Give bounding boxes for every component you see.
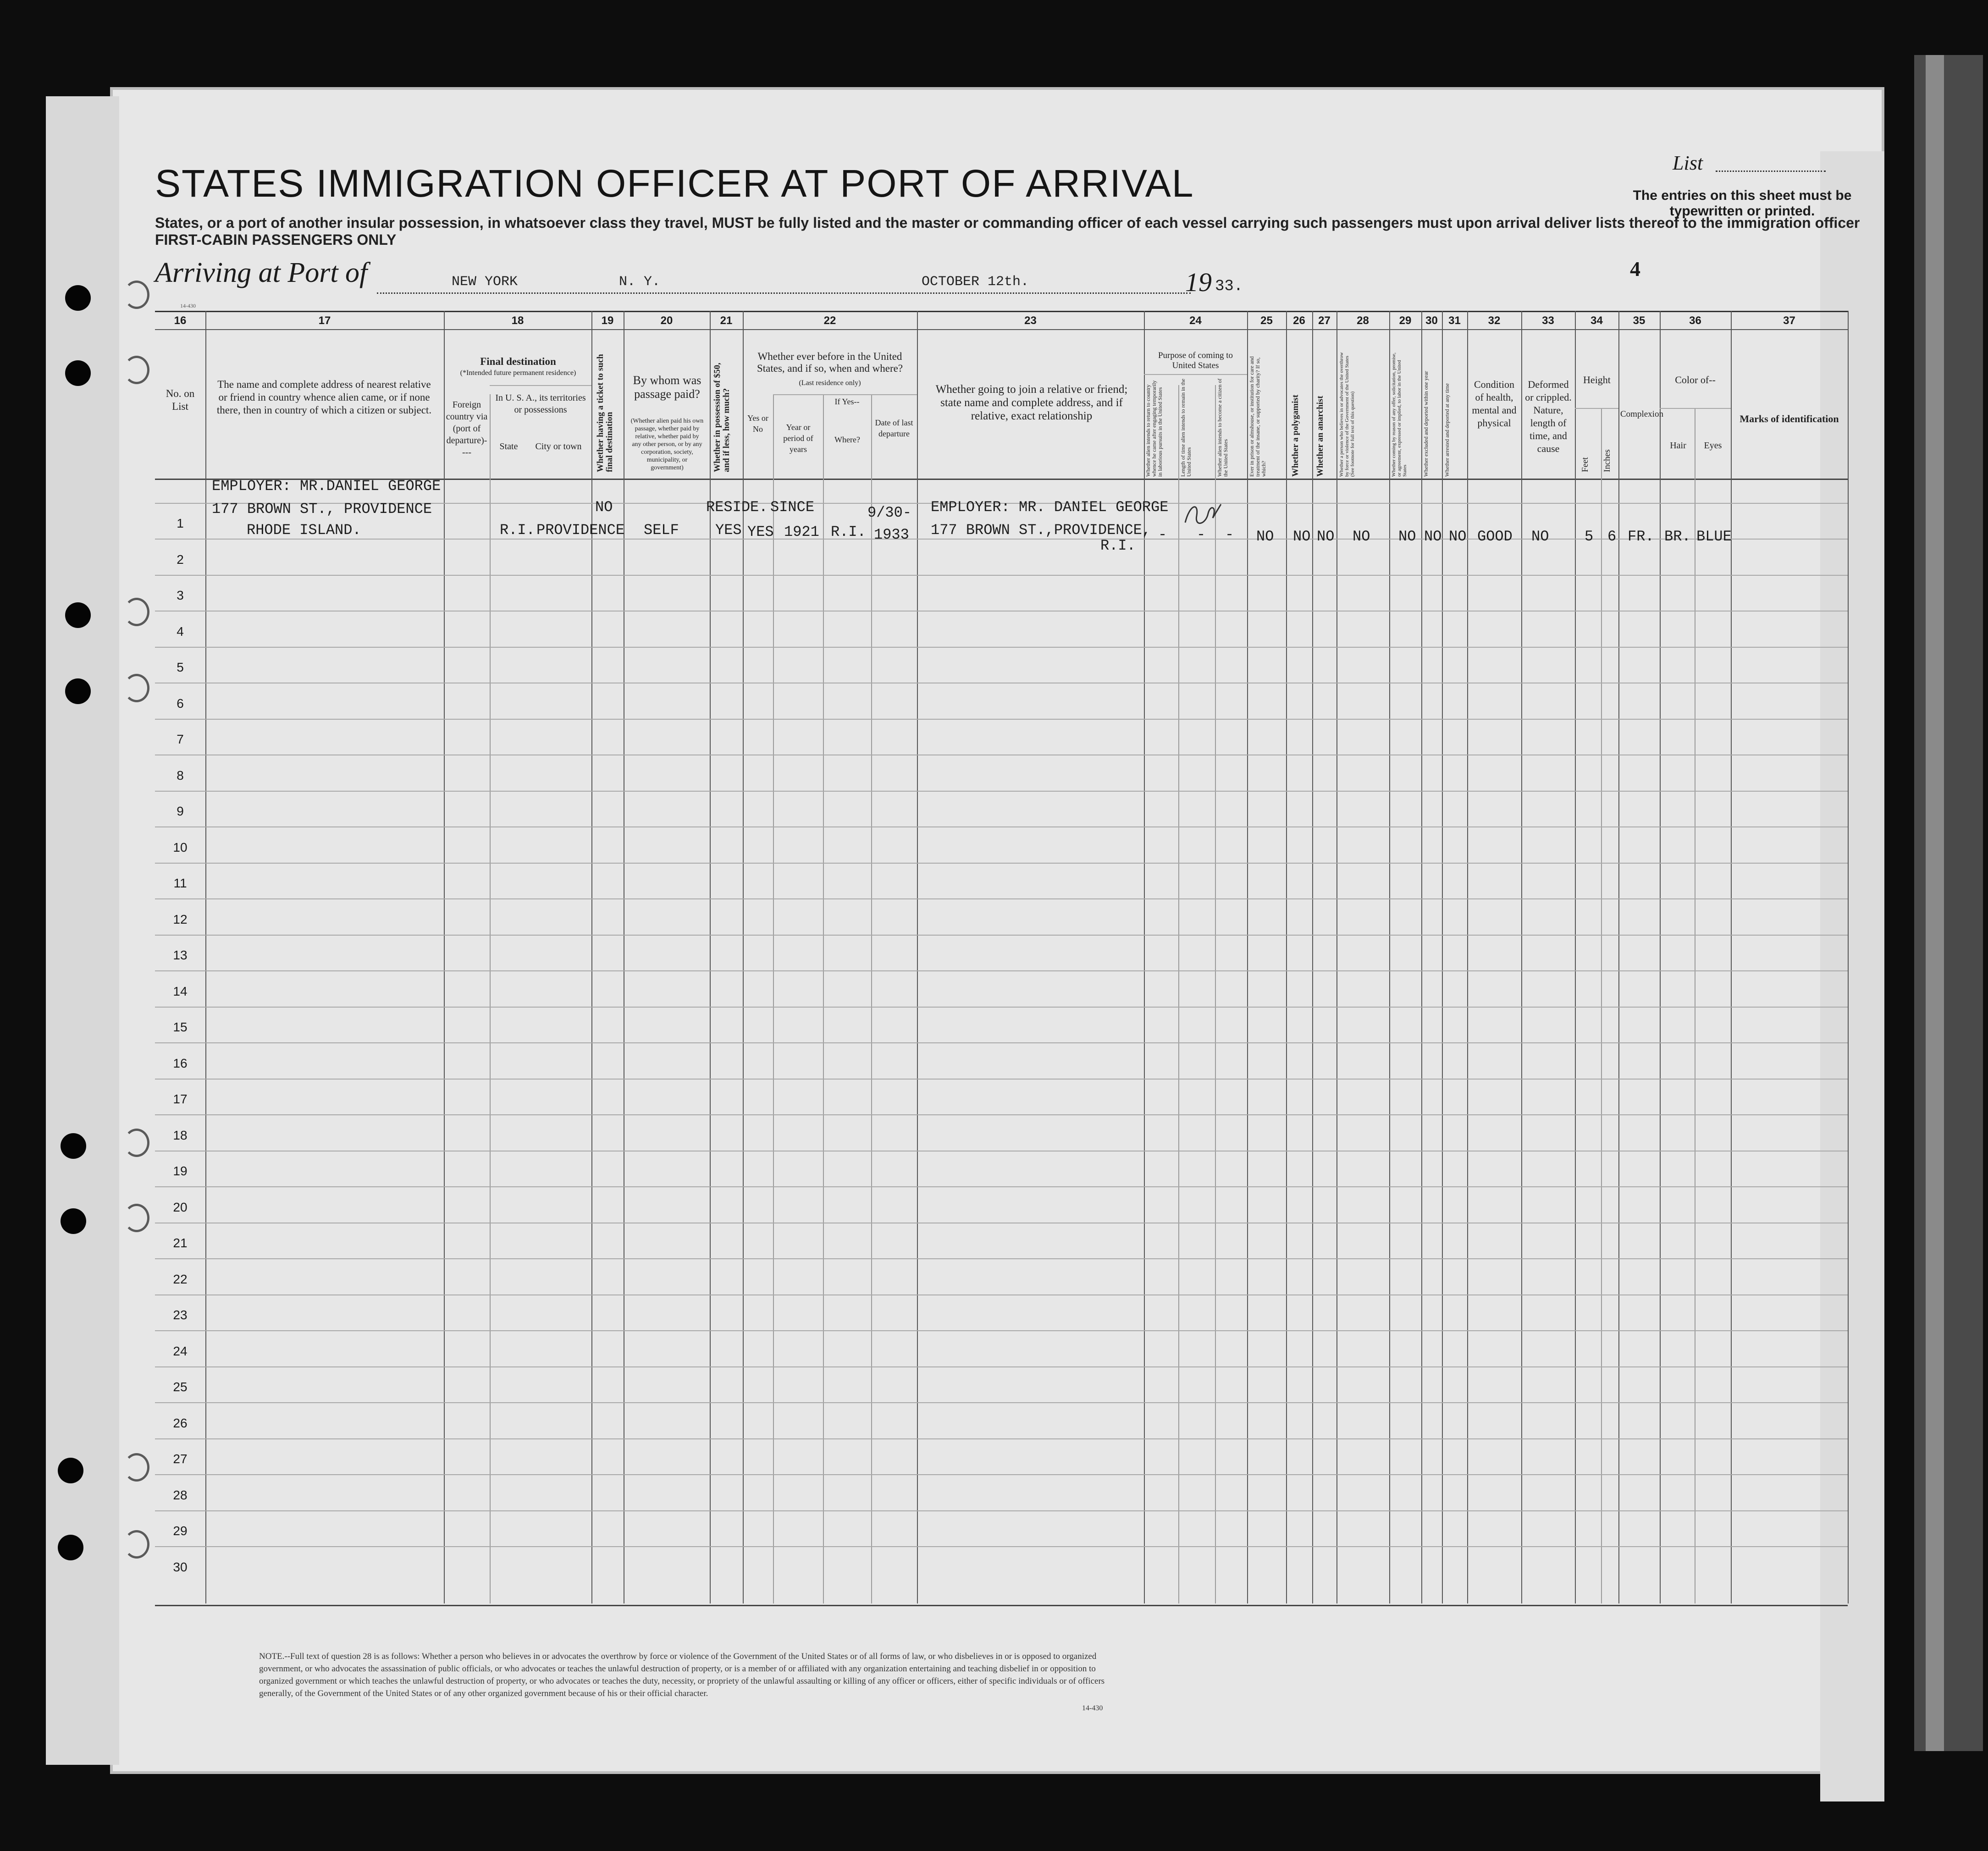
binder-hole: [65, 602, 91, 628]
row-number: 4: [177, 624, 184, 639]
column-divider: [1215, 385, 1216, 1603]
binder-hole: [65, 360, 91, 386]
row-number: 30: [173, 1559, 188, 1574]
handwritten-scribble: [1181, 495, 1222, 532]
purpose-citizen-value: -: [1225, 526, 1234, 543]
header-purpose-length: Length of time alien intends to remain in the United States: [1180, 379, 1192, 477]
binder-hole: [58, 1535, 83, 1560]
column-number: 34: [1590, 314, 1603, 327]
row-rule: [155, 1546, 1848, 1547]
column-number: 25: [1260, 314, 1273, 327]
header-foreign-country: Foreign country via (port of departure)----: [446, 400, 488, 457]
column-number: 28: [1357, 314, 1369, 327]
row-rule: [155, 970, 1848, 971]
header-last-departure: Date of last departure: [875, 418, 913, 438]
row-number: 16: [173, 1056, 188, 1070]
header-passage-paid-note: (Whether alien paid his own passage, whether paid by relative, whether paid by any other person, or by any corporation, society, municipality, or government): [630, 418, 704, 471]
height-inches-value: 6: [1607, 528, 1617, 545]
header-year-or-period: Year or period of years: [783, 423, 813, 454]
arriving-label: Arriving at Port of: [155, 257, 368, 288]
row-number: 11: [173, 876, 187, 890]
purpose-return-value: -: [1158, 526, 1167, 543]
row-number: 3: [177, 588, 184, 602]
header-no-on-list: No. on List: [166, 388, 195, 412]
row-number: 22: [173, 1272, 188, 1286]
column-divider: [1421, 311, 1422, 1603]
header-ticket: Whether having a ticket to such final destination: [596, 354, 614, 472]
row-number: 23: [173, 1308, 188, 1322]
header-overthrow: Whether a person who believes in or advocates the overthrow by force or violence of the Government of the United States (See footnote for full text of this question): [1339, 352, 1355, 477]
header-where: Where?: [834, 435, 860, 444]
reside-note: RESIDE.: [706, 499, 768, 516]
entries-note: The entries on this sheet must be typewritten or printed.: [1633, 188, 1852, 219]
row-number: 9: [177, 804, 184, 818]
column-divider: [1247, 311, 1248, 1603]
row-number: 27: [173, 1452, 188, 1466]
row-number: 8: [177, 768, 184, 782]
header-excluded: Whether excluded and deported within one year: [1423, 371, 1429, 477]
column-divider: [591, 311, 592, 1603]
column-divider: [1618, 311, 1619, 1603]
header-polygamist: Whether a polygamist: [1291, 394, 1300, 477]
subheader-rule: [1144, 374, 1247, 375]
complexion-value: FR.: [1628, 528, 1654, 545]
row-rule: [155, 1007, 1848, 1008]
column-divider: [1286, 311, 1287, 1603]
header-eyes: Eyes: [1704, 441, 1722, 451]
column-divider: [1848, 311, 1849, 1603]
header-state: State: [499, 441, 518, 452]
row-rule: [155, 1330, 1848, 1331]
row-number: 24: [173, 1344, 188, 1358]
row-number: 25: [173, 1380, 188, 1394]
row-rule: [155, 826, 1848, 827]
page-title: STATES IMMIGRATION OFFICER AT PORT OF ARRIVAL: [155, 162, 1194, 205]
deformed-value: NO: [1531, 528, 1549, 545]
binder-ring: [124, 356, 149, 384]
row-rule: [155, 863, 1848, 864]
row-rule: [155, 1510, 1848, 1511]
header-arrested: Whether arrested and deported at any time: [1444, 383, 1450, 477]
column-number: 20: [660, 314, 673, 327]
relative-address-line: RHODE ISLAND.: [247, 522, 361, 539]
column-number: 22: [823, 314, 836, 327]
row-rule: [155, 1474, 1848, 1475]
header-yes-or-no: Yes or No: [747, 413, 768, 434]
year-value: 33.: [1215, 278, 1243, 295]
column-divider: [871, 394, 872, 1603]
row-rule: [155, 1186, 1848, 1187]
subheader-rule: [490, 385, 591, 386]
binder-ring: [124, 281, 149, 309]
destination-state: R.I.: [500, 522, 535, 539]
header-purpose-return: Whether alien intends to return to country whence he came after engaging temporarily in laborious pursuits in the United States: [1145, 380, 1163, 477]
column-number: 16: [174, 314, 187, 327]
year-prefix: 19: [1185, 267, 1212, 297]
header-purpose: Purpose of coming to United States: [1158, 351, 1233, 370]
column-number: 30: [1425, 314, 1438, 327]
header-nearest-relative: The name and complete address of nearest relative or friend in country whence alien came, or if none there, then in country of which a citizen or subject.: [216, 379, 432, 416]
header-color-of: Color of--: [1675, 374, 1716, 386]
header-feet: Feet: [1580, 457, 1590, 472]
header-height: Height: [1583, 374, 1611, 386]
row-number: 7: [177, 732, 184, 746]
column-divider: [1601, 408, 1602, 1603]
subheader-rule: [1575, 408, 1618, 409]
header-passage-paid: By whom was passage paid?: [633, 374, 701, 401]
since-note: SINCE: [770, 499, 815, 516]
binder-hole: [65, 678, 91, 704]
header-going-to-join: Whether going to join a relative or friend; state name and complete address, and if relative, exact relationship: [935, 383, 1128, 422]
header-inches: Inches: [1602, 449, 1612, 472]
row-rule: [155, 898, 1848, 899]
column-number: 26: [1293, 314, 1305, 327]
form-code-top: 14-430: [180, 303, 196, 309]
binder-ring: [124, 1129, 149, 1157]
sheet-number: 4: [1630, 257, 1640, 281]
column-number: 27: [1318, 314, 1331, 327]
footnote: NOTE.--Full text of question 28 is as follows: Whether a person who believes in or advocates the overthrow by force or violence of the Government of the United States or of all forms of law, or who disbelieves in or is opposed to organized government, or who advocates the assassination of public officials, or who advocates or teaches the unlawful destruction of property, or is a member of or affiliated with any organization entertaining and teaching disbelief in or opposition to organized government or which teaches the unlawful destruction of property, or who advocates or teaches the duty, necessity, or propriety of the unlawful assaulting or killing of any officer or officers, either of specific individuals or of officers generally, of the Government of the United States or of any other organized government because of his or their official character.: [259, 1652, 1105, 1698]
header-health: Condition of health, mental and physical: [1472, 379, 1517, 429]
column-number: 19: [601, 314, 614, 327]
passage-paid-value: SELF: [644, 522, 679, 539]
relative-address-line: 177 BROWN ST., PROVIDENCE: [212, 501, 432, 518]
arrested-value: NO: [1449, 528, 1467, 545]
prison-value: NO: [1256, 528, 1274, 545]
row-number: 15: [173, 1020, 188, 1034]
purpose-length-value: -: [1197, 526, 1206, 543]
row-rule: [155, 1079, 1848, 1080]
binder-ring: [124, 598, 149, 626]
row-number: 2: [177, 552, 184, 567]
column-divider: [823, 394, 824, 1603]
row-rule: [155, 1258, 1848, 1259]
port-line: [377, 292, 1191, 294]
row-rule: [155, 1366, 1848, 1367]
column-number: 21: [720, 314, 733, 327]
column-divider: [773, 394, 774, 1603]
column-divider: [1389, 311, 1390, 1603]
column-divider: [917, 311, 918, 1603]
port-value: NEW YORK: [452, 274, 518, 290]
eyes-value: BLUE: [1696, 528, 1732, 545]
row-rule: [155, 575, 1848, 576]
column-divider: [490, 394, 491, 1603]
column-number: 31: [1448, 314, 1461, 327]
row-number: 20: [173, 1200, 188, 1214]
header-prison: Ever in prison or almshouse, or institution for care and treatment of the insane, or supported by charity? If so, which?: [1248, 356, 1267, 477]
last-departure-year: 1933: [874, 526, 909, 543]
header-marks: Marks of identification: [1740, 413, 1839, 424]
column-number: 33: [1542, 314, 1554, 327]
health-value: GOOD: [1477, 528, 1513, 545]
list-label: List: [1673, 152, 1703, 174]
height-feet-value: 5: [1585, 528, 1594, 545]
header-anarchist: Whether an anarchist: [1315, 396, 1325, 477]
header-complexion: Complexion: [1620, 409, 1663, 419]
row-number: 14: [173, 984, 188, 998]
column-number: 32: [1488, 314, 1501, 327]
state-value: N. Y.: [619, 274, 661, 290]
header-offer-labor: Whether coming by reason of any offer, solicitation, promise, or agreement, expressed or implied, to labor in the United States: [1391, 353, 1408, 477]
header-hair: Hair: [1670, 441, 1686, 451]
join-address-line: R.I.: [1100, 537, 1136, 554]
row-rule: [155, 539, 1848, 540]
ever-before-value: YES: [747, 523, 774, 540]
column-divider: [1731, 311, 1732, 1603]
row-number: 29: [173, 1524, 188, 1538]
row-number: 18: [173, 1128, 188, 1142]
column-number: 23: [1024, 314, 1037, 327]
binder-ring: [124, 1530, 149, 1559]
destination-city: PROVIDENCE: [536, 522, 625, 539]
row-rule: [155, 1114, 1848, 1115]
row-rule: [155, 647, 1848, 648]
column-number: 35: [1633, 314, 1646, 327]
column-number: 29: [1399, 314, 1412, 327]
list-number-line: [1716, 171, 1826, 172]
adjacent-page-edge: [1914, 55, 1983, 1751]
row-number: 26: [173, 1416, 188, 1430]
column-divider: [1442, 311, 1443, 1603]
offer-labor-value: NO: [1398, 528, 1416, 545]
column-number: 17: [318, 314, 331, 327]
row-rule: [155, 935, 1848, 936]
column-number: 37: [1783, 314, 1795, 327]
join-address-line: 177 BROWN ST.,PROVIDENCE,: [931, 522, 1151, 539]
relative-address-line: EMPLOYER: MR.DANIEL GEORGE: [212, 478, 441, 495]
binder-hole: [65, 285, 91, 311]
binder-hole: [58, 1458, 83, 1483]
column-divider: [1521, 311, 1522, 1603]
row-number: 28: [173, 1487, 188, 1502]
row-rule: [155, 719, 1848, 720]
money-value: YES: [715, 522, 742, 539]
binder-hole: [61, 1208, 86, 1234]
date-value: OCTOBER 12th.: [922, 274, 1029, 290]
column-number: 18: [511, 314, 524, 327]
row-number: 21: [173, 1236, 188, 1250]
form-code: 14-430: [1082, 1704, 1103, 1712]
row-rule: [155, 791, 1848, 792]
header-fifty-dollars: Whether in possession of $50, and if less, how much?: [712, 363, 731, 472]
binder-hole: [61, 1133, 86, 1159]
before-where-value: R.I.: [831, 523, 866, 540]
row-rule: [155, 1402, 1848, 1403]
row-rule: [155, 1438, 1848, 1439]
header-deformed: Deformed or crippled. Nature, length of time, and cause: [1525, 379, 1572, 454]
row-number: 10: [173, 840, 188, 854]
polygamist-value: NO: [1293, 528, 1311, 545]
column-divider: [1467, 311, 1468, 1603]
header-final-destination-note: (*Intended future permanent residence): [460, 369, 576, 377]
header-city: City or town: [535, 441, 582, 452]
column-divider: [1660, 311, 1661, 1603]
binder-ring: [124, 1204, 149, 1232]
column-divider: [205, 311, 206, 1603]
row-number: 12: [173, 912, 188, 926]
join-address-line: EMPLOYER: MR. DANIEL GEORGE: [931, 499, 1169, 516]
header-if-yes: If Yes--: [834, 397, 860, 406]
column-number: 24: [1189, 314, 1202, 327]
hair-value: BR.: [1664, 528, 1691, 545]
row-number: 6: [177, 696, 184, 711]
row-rule: [155, 1042, 1848, 1043]
first-cabin-label: FIRST-CABIN PASSENGERS ONLY: [155, 231, 397, 248]
row-number: 13: [173, 948, 188, 962]
before-year-value: 1921: [784, 523, 819, 540]
subheader-rule: [1660, 408, 1731, 409]
row-number: 17: [173, 1092, 188, 1106]
header-final-destination: Final destination: [480, 356, 556, 367]
overthrow-value: NO: [1353, 528, 1370, 545]
column-divider: [444, 311, 445, 1603]
header-last-residence-note: (Last residence only): [799, 379, 861, 387]
last-departure-value: 9/30-: [867, 504, 912, 521]
column-divider: [1336, 311, 1337, 1603]
column-divider: [1312, 311, 1313, 1603]
row-number: 19: [173, 1164, 188, 1178]
excluded-value: NO: [1424, 528, 1442, 545]
anarchist-value: NO: [1317, 528, 1335, 545]
binder-ring: [124, 674, 149, 702]
subtitle-line: States, or a port of another insular possession, in whatsoever class they travel, MUST be fully listed and the master or commanding officer of each vessel carrying such passengers must upon arrival deliver lists thereof to the immigration officer: [155, 215, 1860, 231]
header-in-usa: In U. S. A., its territories or possessions: [495, 393, 586, 415]
column-divider: [1575, 311, 1576, 1603]
row-number: 5: [177, 660, 184, 674]
column-divider: [1178, 385, 1179, 1603]
column-number: 36: [1689, 314, 1701, 327]
binder-ring: [124, 1453, 149, 1482]
ticket-value: NO: [595, 499, 613, 516]
header-purpose-citizen: Whether alien intends to become a citizen of the United States: [1216, 378, 1229, 477]
row-number: 1: [177, 516, 184, 530]
header-ever-before: Whether ever before in the United States, and if so, when and where?: [757, 351, 903, 374]
